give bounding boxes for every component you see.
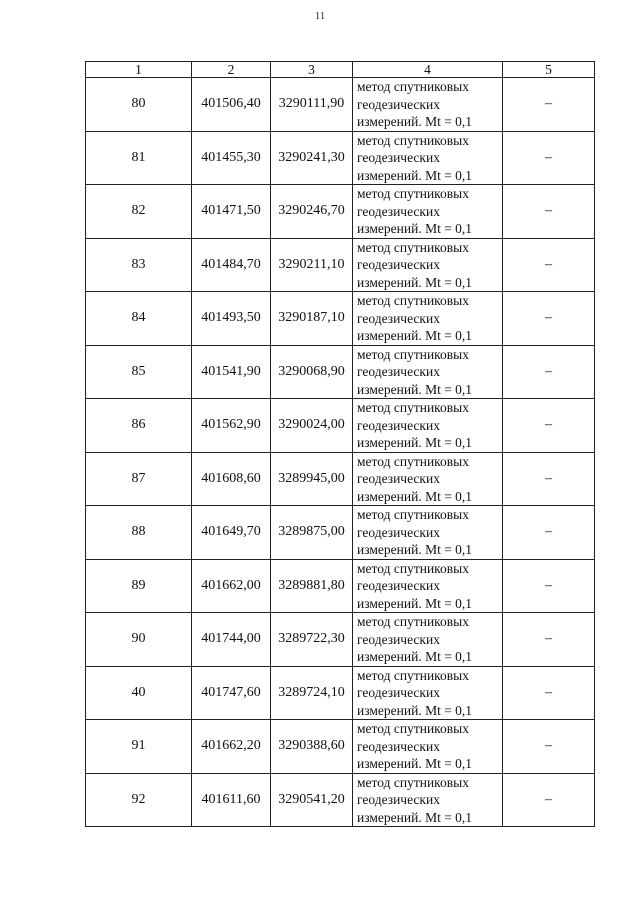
method-line-2: геодезических — [357, 524, 440, 540]
method-line-2: геодезических — [357, 203, 440, 219]
point-number-cell: 81 — [86, 131, 192, 185]
description-cell: – — [503, 613, 595, 667]
method-line-3: измерений. Mt = 0,1 — [357, 435, 473, 450]
method-line-3: измерений. Mt = 0,1 — [357, 381, 473, 397]
y-coordinate-cell: 3290541,20 — [271, 773, 353, 827]
method-cell — [353, 506, 503, 560]
method-line-1: метод спутниковых — [357, 614, 469, 629]
x-coordinate-cell: 401662,20 — [192, 720, 271, 774]
header-row — [86, 62, 595, 78]
method-line-3: измерений. Mt = 0,1 — [357, 809, 473, 825]
method-line-1: метод спутниковых — [357, 667, 469, 683]
method-cell — [353, 452, 503, 506]
method-line-1: метод спутниковых — [357, 560, 469, 576]
method-cell — [353, 238, 503, 292]
y-coordinate-cell: 3289724,10 — [271, 666, 353, 720]
table-row — [86, 452, 595, 506]
y-coordinate-cell: 3290246,70 — [271, 185, 353, 239]
x-coordinate-cell: 401611,60 — [192, 773, 271, 827]
method-line-1: метод спутниковых — [357, 721, 469, 736]
method-line-3: измерений. Mt = 0,1 — [357, 328, 473, 343]
x-coordinate-cell: 401608,60 — [192, 452, 271, 506]
table-row — [86, 131, 595, 185]
point-number-cell: 80 — [86, 78, 192, 132]
x-coordinate-cell: 401747,60 — [192, 666, 271, 720]
description-cell: – — [503, 345, 595, 399]
method-line-3: измерений. Mt = 0,1 — [357, 114, 473, 129]
header-cell-4: 4 — [353, 62, 503, 78]
method-line-3: измерений. Mt = 0,1 — [357, 649, 473, 664]
x-coordinate-cell: 401471,50 — [192, 185, 271, 239]
description-cell: – — [503, 559, 595, 613]
method-line-1: метод спутниковых — [357, 132, 469, 148]
table-row — [86, 238, 595, 292]
x-coordinate-cell: 401455,30 — [192, 131, 271, 185]
y-coordinate-cell: 3290388,60 — [271, 720, 353, 774]
x-coordinate-cell: 401541,90 — [192, 345, 271, 399]
method-line-1: метод спутниковых — [357, 239, 469, 255]
method-line-1: метод спутниковых — [357, 400, 469, 415]
point-number-cell: 40 — [86, 666, 192, 720]
page-number: 11 — [314, 10, 326, 22]
table-row — [86, 559, 595, 613]
description-cell: – — [503, 773, 595, 827]
method-line-1: метод спутниковых — [357, 293, 469, 308]
method-cell — [353, 559, 503, 613]
method-cell — [353, 720, 503, 774]
header-cell-2: 2 — [192, 62, 271, 78]
method-line-2: геодезических — [357, 150, 440, 165]
method-line-2: геодезических — [357, 257, 440, 272]
point-number-cell: 82 — [86, 185, 192, 239]
method-line-1: метод спутниковых — [357, 186, 469, 201]
point-number-cell: 91 — [86, 720, 192, 774]
method-line-2: геодезических — [357, 738, 440, 754]
header-cell-3: 3 — [271, 62, 353, 78]
method-cell — [353, 78, 503, 132]
table-row — [86, 78, 595, 132]
method-cell — [353, 666, 503, 720]
method-line-2: геодезических — [357, 364, 440, 379]
y-coordinate-cell: 3290024,00 — [271, 399, 353, 453]
table-row — [86, 185, 595, 239]
method-cell — [353, 345, 503, 399]
method-line-3: измерений. Mt = 0,1 — [357, 167, 473, 183]
description-cell: – — [503, 720, 595, 774]
y-coordinate-cell: 3289945,00 — [271, 452, 353, 506]
point-number-cell: 84 — [86, 292, 192, 346]
description-cell: – — [503, 185, 595, 239]
description-cell: – — [503, 238, 595, 292]
point-number-cell: 90 — [86, 613, 192, 667]
description-cell: – — [503, 666, 595, 720]
method-cell — [353, 773, 503, 827]
method-line-1: метод спутниковых — [357, 453, 469, 469]
coordinates-table — [85, 61, 595, 827]
point-number-cell: 88 — [86, 506, 192, 560]
method-line-3: измерений. Mt = 0,1 — [357, 488, 473, 504]
table-row — [86, 399, 595, 453]
x-coordinate-cell: 401662,00 — [192, 559, 271, 613]
method-cell — [353, 292, 503, 346]
point-number-cell: 86 — [86, 399, 192, 453]
x-coordinate-cell: 401744,00 — [192, 613, 271, 667]
table-row — [86, 720, 595, 774]
y-coordinate-cell: 3289722,30 — [271, 613, 353, 667]
method-line-2: геодезических — [357, 685, 440, 700]
description-cell: – — [503, 292, 595, 346]
point-number-cell: 92 — [86, 773, 192, 827]
method-line-2: геодезических — [357, 471, 440, 486]
method-cell — [353, 185, 503, 239]
method-line-3: измерений. Mt = 0,1 — [357, 542, 473, 557]
y-coordinate-cell: 3290111,90 — [271, 78, 353, 132]
x-coordinate-cell: 401649,70 — [192, 506, 271, 560]
y-coordinate-cell: 3290187,10 — [271, 292, 353, 346]
y-coordinate-cell: 3289881,80 — [271, 559, 353, 613]
table-row — [86, 292, 595, 346]
description-cell: – — [503, 452, 595, 506]
table-row — [86, 773, 595, 827]
point-number-cell: 83 — [86, 238, 192, 292]
table-row — [86, 613, 595, 667]
y-coordinate-cell: 3290241,30 — [271, 131, 353, 185]
method-line-3: измерений. Mt = 0,1 — [357, 274, 473, 290]
method-line-3: измерений. Mt = 0,1 — [357, 221, 473, 236]
point-number-cell: 89 — [86, 559, 192, 613]
method-line-2: геодезических — [357, 96, 440, 112]
table-row — [86, 506, 595, 560]
method-cell — [353, 399, 503, 453]
header-cell-5: 5 — [503, 62, 595, 78]
point-number-cell: 85 — [86, 345, 192, 399]
description-cell: – — [503, 399, 595, 453]
method-line-1: метод спутниковых — [357, 507, 469, 522]
x-coordinate-cell: 401493,50 — [192, 292, 271, 346]
table-body — [86, 78, 595, 827]
method-line-3: измерений. Mt = 0,1 — [357, 756, 473, 771]
method-line-1: метод спутниковых — [357, 774, 469, 790]
description-cell: – — [503, 131, 595, 185]
method-line-3: измерений. Mt = 0,1 — [357, 595, 473, 611]
y-coordinate-cell: 3290211,10 — [271, 238, 353, 292]
method-line-1: метод спутниковых — [357, 346, 469, 362]
method-line-2: геодезических — [357, 578, 440, 593]
point-number-cell: 87 — [86, 452, 192, 506]
description-cell: – — [503, 78, 595, 132]
method-line-1: метод спутниковых — [357, 79, 469, 94]
method-line-2: геодезических — [357, 310, 440, 326]
x-coordinate-cell: 401562,90 — [192, 399, 271, 453]
method-line-2: геодезических — [357, 631, 440, 647]
description-cell: – — [503, 506, 595, 560]
x-coordinate-cell: 401484,70 — [192, 238, 271, 292]
method-line-3: измерений. Mt = 0,1 — [357, 702, 473, 718]
method-cell — [353, 131, 503, 185]
table-row — [86, 345, 595, 399]
y-coordinate-cell: 3289875,00 — [271, 506, 353, 560]
method-line-2: геодезических — [357, 417, 440, 433]
x-coordinate-cell: 401506,40 — [192, 78, 271, 132]
table-row — [86, 666, 595, 720]
y-coordinate-cell: 3290068,90 — [271, 345, 353, 399]
method-line-2: геодезических — [357, 792, 440, 807]
method-cell — [353, 613, 503, 667]
header-cell-1: 1 — [86, 62, 192, 78]
